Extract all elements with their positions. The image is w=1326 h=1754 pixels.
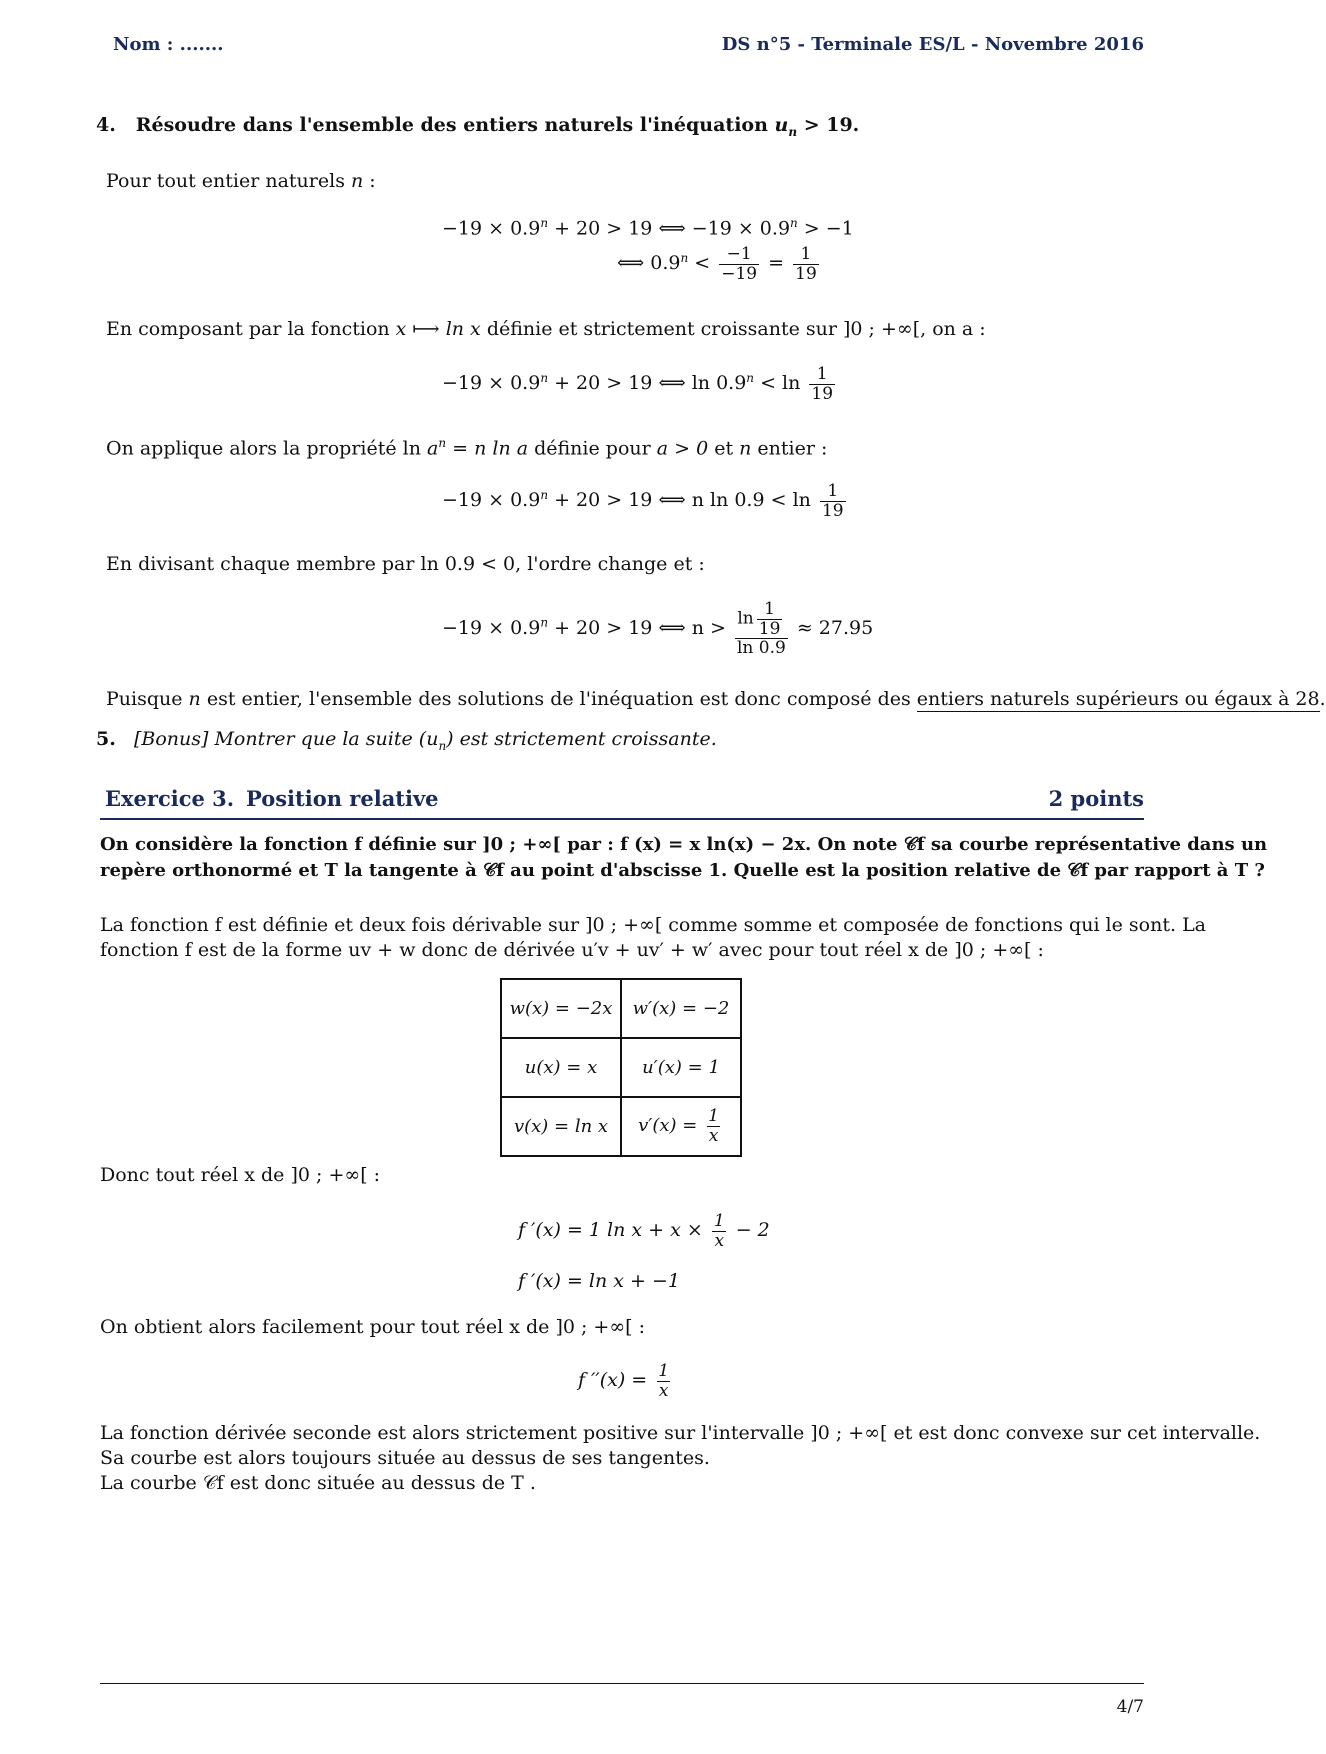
denominator: 19 bbox=[811, 383, 834, 404]
ln-text: ln bbox=[737, 608, 754, 629]
big-fraction bbox=[735, 600, 788, 658]
fraction bbox=[820, 482, 846, 520]
exp-n: n bbox=[790, 216, 798, 230]
derivative-table bbox=[500, 978, 742, 1157]
text: En composant par la fonction bbox=[106, 318, 396, 340]
denominator: ln 0.9 bbox=[736, 638, 786, 659]
fsecond bbox=[578, 1362, 674, 1400]
fraction bbox=[757, 600, 783, 638]
eq-text: + 20 > 19 ⟺ −19 × 0.9 bbox=[548, 217, 791, 240]
intro-line bbox=[106, 170, 376, 192]
statement-suffix: > 19. bbox=[797, 114, 860, 136]
eq-text: f ′(x) = 1 ln x + x × bbox=[518, 1219, 709, 1242]
text: = bbox=[446, 437, 475, 460]
intro-text: Pour tout entier naturels bbox=[106, 170, 351, 192]
obtient-line: On obtient alors facilement pour tout réel x de ]0 ; +∞[ : bbox=[100, 1316, 646, 1338]
exp-n: n bbox=[540, 216, 549, 230]
intro-suffix: : bbox=[363, 170, 376, 192]
eq-text: ⟺ 0.9 bbox=[617, 252, 681, 275]
table-row bbox=[501, 1097, 741, 1156]
var-n: n bbox=[351, 170, 364, 192]
denominator: 19 bbox=[821, 500, 844, 521]
exercise-title: Position relative bbox=[246, 786, 439, 811]
conclusion-2: Sa courbe est alors toujours située au dessus de ses tangentes. bbox=[100, 1447, 710, 1469]
exp-n: n bbox=[540, 615, 549, 630]
text: et bbox=[708, 437, 740, 460]
fraction bbox=[719, 245, 759, 283]
question-number: 5. bbox=[96, 728, 116, 750]
table-cell: v(x) = ln x bbox=[501, 1097, 621, 1156]
eq-text: > −1 bbox=[797, 217, 854, 240]
denominator: x bbox=[714, 1230, 725, 1251]
student-name-field: Nom : ....... bbox=[113, 34, 224, 55]
eq-text: + 20 > 19 ⟺ bbox=[548, 617, 692, 640]
exp-n: n bbox=[540, 487, 549, 502]
exp-n: n bbox=[680, 250, 689, 265]
divide-line: En divisant chaque membre par ln 0.9 < 0, l'ordre change et : bbox=[106, 553, 705, 575]
var-n: n bbox=[739, 437, 752, 460]
equation-2 bbox=[617, 245, 822, 283]
footer-rule bbox=[100, 1683, 1144, 1684]
denominator: −19 bbox=[721, 263, 758, 284]
document-title: DS n°5 - Terminale ES/L - Novembre 2016 bbox=[721, 34, 1144, 55]
var-n: n bbox=[188, 688, 201, 710]
question-4 bbox=[96, 114, 859, 139]
text: définie pour bbox=[528, 437, 657, 460]
para1-line1: La fonction f est définie et deux fois dérivable sur ]0 ; +∞[ comme somme et composée de fonctions qui le sont. La bbox=[100, 914, 1207, 936]
denominator: x bbox=[658, 1380, 669, 1401]
eq-text: n ln 0.9 < ln bbox=[691, 489, 811, 512]
eq-text: −19 × 0.9 bbox=[442, 617, 541, 640]
numerator: 1 bbox=[708, 1106, 719, 1127]
conclusion-3: La courbe 𝒞f est donc située au dessus de T . bbox=[100, 1472, 536, 1494]
fprime-2: f ′(x) = ln x + −1 bbox=[518, 1270, 681, 1292]
table-cell bbox=[621, 1097, 741, 1156]
numerator: −1 bbox=[726, 244, 752, 264]
eq-text: < ln bbox=[754, 372, 801, 395]
para1-line2: fonction f est de la forme uv + w donc de dérivée u′v + uv′ + w′ avec pour tout réel x de ]0 ; +∞[ : bbox=[100, 939, 1044, 961]
conclusion-1: La fonction dérivée seconde est alors strictement positive sur l'intervalle ]0 ; +∞[ et est donc convexe sur cet intervalle. bbox=[100, 1422, 1261, 1444]
cell-text: v′(x) = bbox=[638, 1115, 704, 1137]
donc-line: Donc tout réel x de ]0 ; +∞[ : bbox=[100, 1164, 381, 1186]
fraction bbox=[712, 1212, 727, 1250]
table-row bbox=[501, 1038, 741, 1097]
numerator bbox=[735, 600, 787, 638]
text: définie et strictement croissante sur ]0 ; +∞[, on a : bbox=[480, 318, 986, 340]
exp-n: n bbox=[540, 370, 549, 385]
numerator: 1 bbox=[658, 1361, 670, 1381]
eq-text: −19 × 0.9 bbox=[442, 489, 541, 512]
numerator: 1 bbox=[713, 1211, 725, 1231]
fraction bbox=[809, 365, 835, 403]
exercise-points: 2 points bbox=[1048, 786, 1144, 811]
fprime-1 bbox=[518, 1212, 770, 1250]
fraction bbox=[656, 1362, 671, 1400]
eq-text: f ′′(x) = bbox=[578, 1369, 654, 1392]
exp-n: n bbox=[746, 370, 755, 385]
answer-highlight: entiers naturels supérieurs ou égaux à 28 bbox=[916, 688, 1320, 710]
text: . bbox=[1319, 688, 1326, 710]
eq-text: + 20 > 19 ⟺ bbox=[548, 372, 692, 395]
equation-4 bbox=[442, 482, 849, 520]
equation-3 bbox=[442, 365, 838, 403]
exercise-label: Exercice 3. bbox=[105, 786, 235, 811]
eq-text: − 2 bbox=[729, 1219, 770, 1242]
question-5-text: ) est strictement croissante. bbox=[446, 728, 717, 750]
eq-text: ln 0.9 bbox=[691, 372, 747, 395]
text: entier : bbox=[751, 437, 828, 460]
eq-text: n > bbox=[691, 617, 732, 640]
compose-line bbox=[106, 318, 986, 340]
eq-text: = bbox=[762, 252, 791, 275]
var-u: u bbox=[774, 114, 789, 136]
numerator: 1 bbox=[816, 364, 828, 384]
sub-n: n bbox=[788, 124, 798, 139]
conclusion-line bbox=[106, 688, 1326, 710]
denominator: 19 bbox=[758, 618, 781, 639]
fraction bbox=[706, 1107, 721, 1145]
function-map: x ⟼ ln x bbox=[395, 318, 481, 340]
numerator: 1 bbox=[827, 481, 839, 501]
table-cell: w(x) = −2x bbox=[501, 979, 621, 1038]
eq-text: ≈ 27.95 bbox=[790, 617, 874, 640]
expr: n ln a bbox=[474, 437, 529, 460]
expr: a > 0 bbox=[656, 437, 709, 460]
eq-text: −19 × 0.9 bbox=[442, 217, 541, 240]
sub-n: n bbox=[438, 738, 447, 753]
property-line bbox=[106, 436, 827, 459]
exercise-divider bbox=[100, 818, 1144, 820]
exp-n: n bbox=[438, 436, 447, 450]
question-number: 4. bbox=[96, 114, 116, 136]
denominator: x bbox=[708, 1126, 719, 1146]
question-5-text: [Bonus] Montrer que la suite (u bbox=[133, 728, 439, 750]
text: On applique alors la propriété ln bbox=[106, 437, 428, 460]
text: est entier, l'ensemble des solutions de l'inéquation est donc composé des bbox=[200, 688, 917, 710]
eq-text: < bbox=[688, 252, 717, 275]
equation-1 bbox=[442, 216, 854, 239]
fraction bbox=[793, 245, 819, 283]
table-cell: u′(x) = 1 bbox=[621, 1038, 741, 1097]
equation-5 bbox=[442, 600, 873, 658]
table-cell: w′(x) = −2 bbox=[621, 979, 741, 1038]
page-number: 4/7 bbox=[1116, 1697, 1144, 1717]
question-4-statement: Résoudre dans l'ensemble des entiers naturels l'inéquation bbox=[135, 114, 775, 136]
denominator: 19 bbox=[795, 263, 817, 284]
eq-text: −19 × 0.9 bbox=[442, 372, 541, 395]
numerator: 1 bbox=[764, 599, 775, 619]
table-row bbox=[501, 979, 741, 1038]
question-5 bbox=[96, 728, 717, 753]
var-a: a bbox=[427, 437, 439, 460]
text: Puisque bbox=[106, 688, 189, 710]
eq-text: + 20 > 19 ⟺ bbox=[548, 489, 692, 512]
exercise-statement-2: repère orthonormé et T la tangente à 𝒞f au point d'abscisse 1. Quelle est la position relative de 𝒞f par rapport à T ? bbox=[100, 860, 1265, 881]
numerator: 1 bbox=[800, 244, 812, 264]
table-cell: u(x) = x bbox=[501, 1038, 621, 1097]
exercise-statement-1: On considère la fonction f définie sur ]0 ; +∞[ par : f (x) = x ln(x) − 2x. On note 𝒞f sa courbe représentative dans un bbox=[100, 834, 1268, 855]
